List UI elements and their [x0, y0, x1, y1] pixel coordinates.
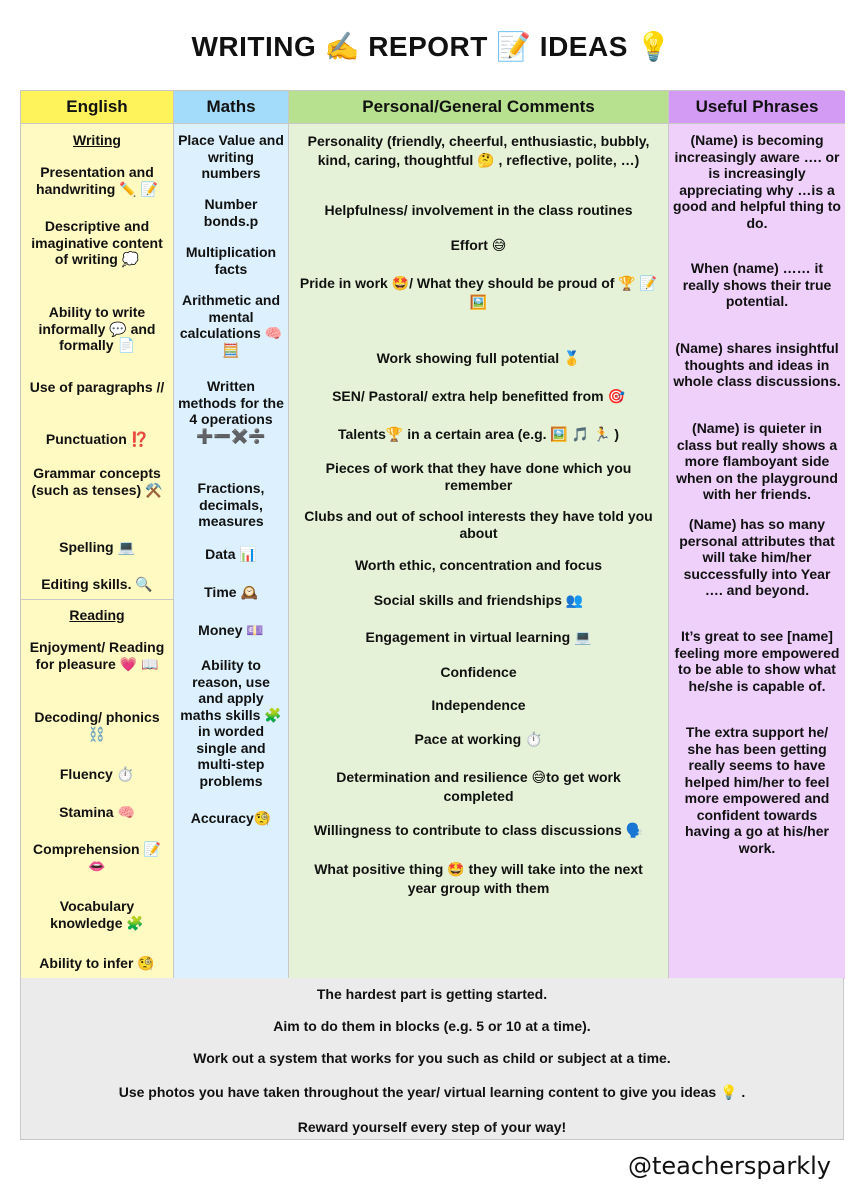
- english-writing-item: Grammar concepts (such as tenses) ⚒️: [31, 465, 163, 498]
- personal-item: Clubs and out of school interests they have told you about: [304, 508, 653, 541]
- maths-item: Number bonds.p: [203, 196, 259, 229]
- header-personal: Personal/General Comments: [289, 91, 669, 124]
- english-reading-item: Vocabulary knowledge 🧩: [50, 898, 144, 931]
- phrase-item: (Name) shares insightful thoughts and ideas in whole class discussions.: [673, 340, 841, 389]
- personal-item: Social skills and friendships 👥: [373, 592, 584, 608]
- personal-item: Confidence: [440, 664, 517, 680]
- maths-column: [174, 124, 289, 979]
- phrase-item: (Name) is quieter in class but really shows a more flamboyant side when on the playground with her friends.: [676, 420, 838, 502]
- english-reading-item: Ability to infer 🧐: [39, 955, 155, 971]
- personal-item: Work showing full potential 🥇: [376, 350, 581, 366]
- maths-item: Fractions, decimals, measures: [197, 480, 265, 529]
- english-reading-item: Decoding/ phonics ⛓️: [34, 709, 160, 742]
- header-phrases: Useful Phrases: [669, 91, 845, 124]
- phrase-item: (Name) has so many personal attributes that will take him/her successfully into Year …. and beyond.: [679, 516, 835, 598]
- maths-item: Place Value and writing numbers: [178, 132, 284, 181]
- personal-column: [289, 124, 669, 979]
- tips-footer: [20, 978, 844, 1140]
- personal-item: Effort 😅: [450, 237, 507, 253]
- maths-item: Data 📊: [205, 546, 257, 562]
- phrases-column: [669, 124, 845, 979]
- phrase-item: (Name) is becoming increasingly aware …. or is increasingly appreciating why …is a good and helpful thing to do.: [673, 132, 841, 231]
- personal-item: Determination and resilience 😅to get work completed: [336, 769, 621, 804]
- maths-item: Arithmetic and mental calculations 🧠 🧮: [179, 292, 283, 358]
- maths-item: Multiplication facts: [185, 244, 277, 277]
- personal-item: Personality (friendly, cheerful, enthusiastic, bubbly, kind, caring, thoughtful 🤔 , reflective, polite, …): [307, 133, 650, 168]
- personal-item: Worth ethic, concentration and focus: [354, 557, 603, 573]
- english-divider: [21, 599, 173, 600]
- reading-heading: Reading: [69, 607, 125, 623]
- personal-item: Helpfulness/ involvement in the class routines: [324, 202, 633, 218]
- english-writing-item: Spelling 💻: [59, 539, 135, 555]
- english-writing-item: Use of paragraphs //: [29, 379, 165, 395]
- personal-item: Pace at working ⏱️: [414, 731, 543, 747]
- maths-item: Accuracy🧐: [190, 810, 272, 826]
- tip-item: Use photos you have taken throughout the year/ virtual learning content to give you ideas 💡 .: [118, 1084, 746, 1100]
- maths-item: Time 🕰️: [204, 584, 258, 600]
- personal-item: Willingness to contribute to class discussions 🗣️: [313, 822, 644, 838]
- author-handle: @teachersparkly: [627, 1152, 831, 1180]
- english-reading-item: Enjoyment/ Reading for pleasure 💗 📖: [29, 639, 165, 672]
- header-maths: Maths: [174, 91, 289, 124]
- english-reading-item: Stamina 🧠: [59, 804, 135, 820]
- english-reading-item: Comprehension 📝 👄: [33, 841, 161, 874]
- ideas-table: [20, 90, 844, 978]
- english-writing-item: Descriptive and imaginative content of writing 💭: [31, 218, 163, 267]
- page-title: WRITING ✍️ REPORT 📝 IDEAS 💡: [191, 31, 672, 62]
- header-english: English: [21, 91, 174, 124]
- maths-item: Money 💷: [198, 622, 264, 638]
- english-writing-item: Presentation and handwriting ✏️ 📝: [36, 164, 158, 197]
- english-writing-item: Ability to write informally 💬 and formally 📄: [38, 304, 156, 353]
- english-writing-item: Punctuation ⁉️: [45, 431, 149, 447]
- personal-item: What positive thing 🤩 they will take into the next year group with them: [314, 861, 643, 896]
- maths-item: Written methods for the 4 operations ➕➖✖️➗: [178, 378, 284, 444]
- phrase-item: It’s great to see [name] feeling more empowered to be able to show what he/she is capable of.: [674, 628, 840, 694]
- english-reading-item: Fluency ⏱️: [59, 766, 135, 782]
- writing-heading: Writing: [73, 132, 121, 148]
- tip-item: Work out a system that works for you such as child or subject at a time.: [193, 1050, 671, 1066]
- personal-item: Engagement in virtual learning 💻: [365, 629, 592, 645]
- personal-item: SEN/ Pastoral/ extra help benefitted from 🎯: [332, 388, 625, 404]
- phrase-item: When (name) …… it really shows their true potential.: [682, 260, 832, 309]
- personal-item: Independence: [431, 697, 526, 713]
- personal-item: Talents🏆 in a certain area (e.g. 🖼️ 🎵 🏃 ): [337, 426, 620, 442]
- tip-item: The hardest part is getting started.: [316, 986, 548, 1002]
- personal-item: Pieces of work that they have done which you remember: [325, 460, 632, 493]
- english-writing-item: Editing skills. 🔍: [41, 576, 153, 592]
- phrase-item: The extra support he/ she has been getting really seems to have helped him/her to feel more empowered and confident towards having a go at his/her work.: [684, 724, 830, 856]
- english-column: [21, 124, 174, 979]
- tip-item: Aim to do them in blocks (e.g. 5 or 10 at a time).: [273, 1018, 591, 1034]
- maths-item: Ability to reason, use and apply maths skills 🧩 in worded single and multi-step problems: [180, 657, 282, 789]
- tip-item: Reward yourself every step of your way!: [297, 1119, 567, 1135]
- personal-item: Pride in work 🤩/ What they should be proud of 🏆 📝 🖼️: [299, 275, 658, 310]
